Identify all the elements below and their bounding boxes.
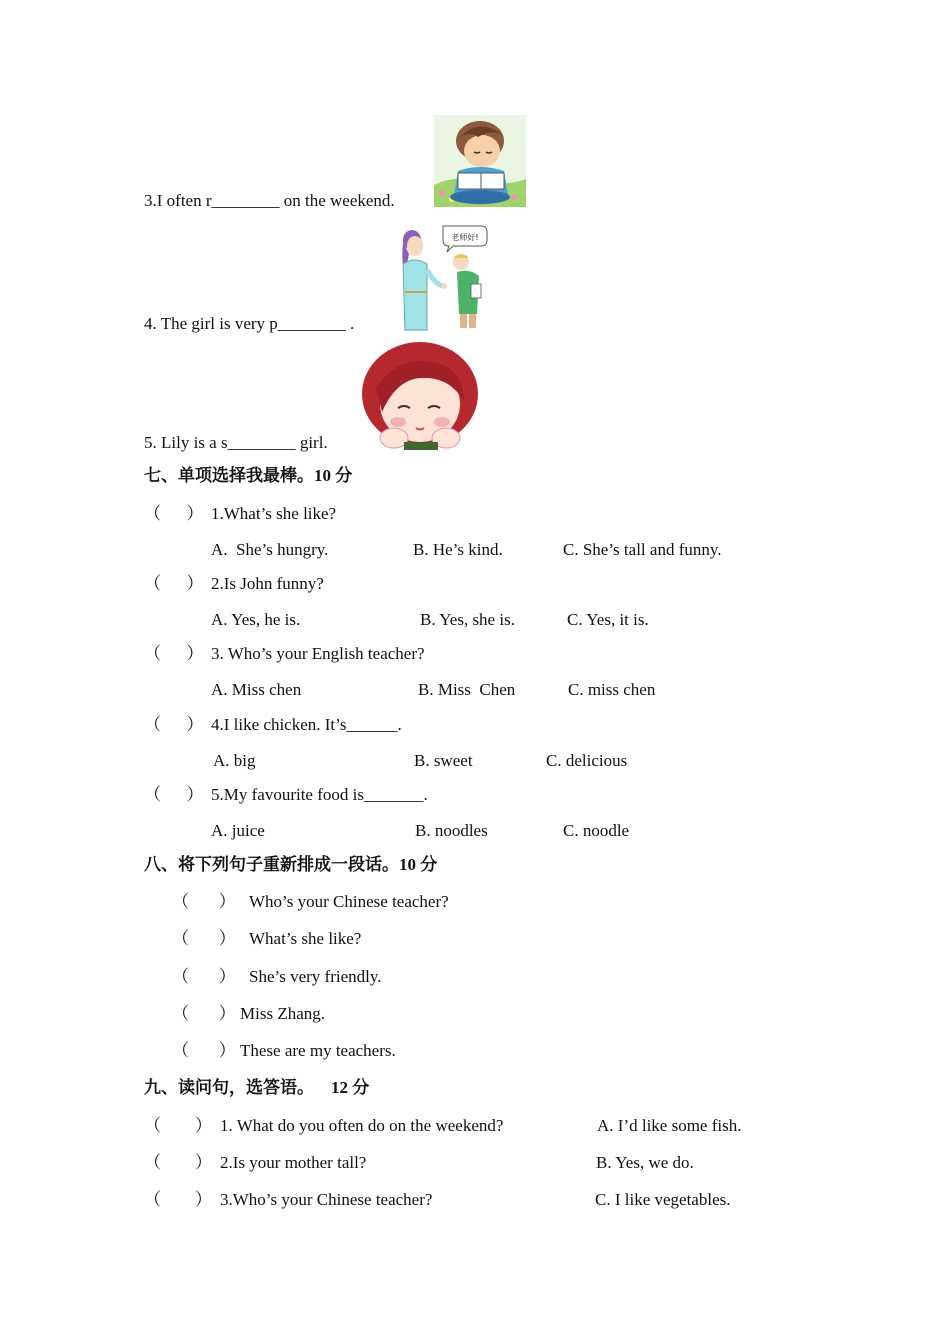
answer-paren[interactable]: （ ） (172, 1041, 236, 1060)
answer-paren[interactable]: （ ） (144, 574, 204, 593)
answer-paren[interactable]: （ ） (172, 892, 236, 911)
s9-answer-a: A. I’d like some fish. (597, 1116, 742, 1135)
section-9-title: 九、读问句，选答语。 12 分 (144, 1078, 370, 1097)
answer-paren[interactable]: （ ） (144, 715, 204, 734)
s7-question-4: 4.I like chicken. It’s______. (211, 715, 402, 734)
s8-sentence-3: She’s very friendly. (249, 967, 382, 986)
answer-paren[interactable]: （ ） (172, 929, 236, 948)
teacher-greeting-bubble-text: 老师好! (451, 233, 479, 242)
s9-answer-b: B. Yes, we do. (596, 1153, 694, 1172)
s8-sentence-1: Who’s your Chinese teacher? (249, 892, 449, 911)
s7-q1-option-c: C. She’s tall and funny. (563, 540, 722, 559)
s7-q5-option-c: C. noodle (563, 821, 630, 840)
s7-q4-option-b: B. sweet (414, 751, 473, 770)
s7-q2-option-a: A. Yes, he is. (211, 610, 301, 629)
section-7-title: 七、单项选择我最棒。10 分 (144, 466, 353, 485)
s7-q3-option-c: C. miss chen (568, 680, 656, 699)
s7-question-5: 5.My favourite food is_______. (211, 785, 428, 804)
answer-paren[interactable]: （ ） (144, 785, 204, 804)
answer-paren[interactable]: （ ） (144, 504, 204, 523)
girl-lily-illustration (360, 342, 482, 450)
answer-paren[interactable]: （ ） (144, 644, 204, 663)
answer-paren[interactable]: （ ） (144, 1190, 212, 1209)
s7-q2-option-c: C. Yes, it is. (567, 610, 649, 629)
answer-paren[interactable]: （ ） (144, 1116, 212, 1135)
s7-question-2: 2.Is John funny? (211, 574, 324, 593)
s7-q4-option-c: C. delicious (546, 751, 628, 770)
s7-q3-option-a: A. Miss chen (211, 680, 302, 699)
section-8-title: 八、将下列句子重新排成一段话。10 分 (144, 855, 438, 874)
s9-question-2: 2.Is your mother tall? (220, 1153, 367, 1172)
s9-question-1: 1. What do you often do on the weekend? (220, 1116, 504, 1135)
fill-in-question-4: 4. The girl is very p________ . (144, 314, 355, 333)
boy-reading-illustration (434, 115, 526, 207)
s7-q3-option-b: B. Miss Chen (418, 680, 516, 699)
s7-question-3: 3. Who’s your English teacher? (211, 644, 425, 663)
fill-in-question-5: 5. Lily is a s________ girl. (144, 433, 328, 452)
answer-paren[interactable]: （ ） (172, 967, 236, 986)
s9-question-3: 3.Who’s your Chinese teacher? (220, 1190, 433, 1209)
s7-q2-option-b: B. Yes, she is. (420, 610, 515, 629)
s8-sentence-5: These are my teachers. (240, 1041, 396, 1060)
s7-q5-option-a: A. juice (211, 821, 265, 840)
fill-in-question-3: 3.I often r________ on the weekend. (144, 191, 395, 210)
s7-q1-option-a: A. She’s hungry. (211, 540, 329, 559)
answer-paren[interactable]: （ ） (144, 1153, 212, 1172)
s7-q1-option-b: B. He’s kind. (413, 540, 503, 559)
s7-question-1: 1.What’s she like? (211, 504, 337, 523)
s8-sentence-4: Miss Zhang. (240, 1004, 325, 1023)
girl-greeting-teacher-illustration (397, 224, 493, 332)
s7-q4-option-a: A. big (213, 751, 256, 770)
s7-q5-option-b: B. noodles (415, 821, 488, 840)
answer-paren[interactable]: （ ） (172, 1004, 236, 1023)
s8-sentence-2: What’s she like? (249, 929, 362, 948)
s9-answer-c: C. I like vegetables. (595, 1190, 731, 1209)
